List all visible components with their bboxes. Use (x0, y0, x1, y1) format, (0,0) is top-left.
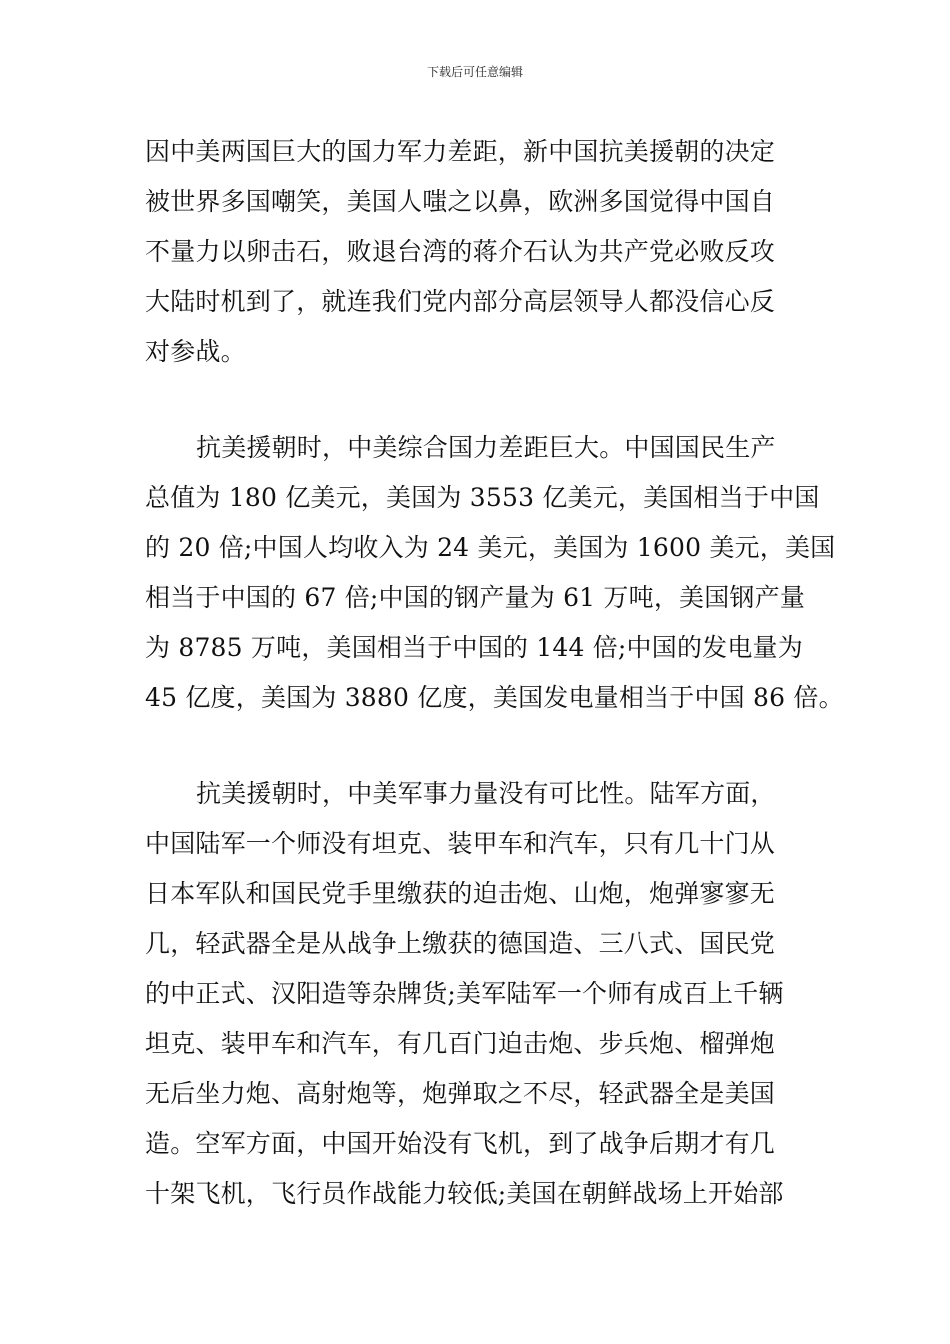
paragraph-line: 被世界多国嘲笑，美国人嗤之以鼻，欧洲多国觉得中国自 (145, 187, 776, 216)
paragraph-line: 抗美援朝时，中美综合国力差距巨大。中国国民生产 (196, 433, 776, 462)
paragraph-line: 造。空军方面，中国开始没有飞机，到了战争后期才有几 (145, 1129, 776, 1158)
paragraph-line: 的中正式、汉阳造等杂牌货;美军陆军一个师有成百上千辆 (145, 979, 784, 1008)
paragraph-line: 为 8785 万吨，美国相当于中国的 144 倍;中国的发电量为 (145, 633, 803, 662)
paragraph-line: 不量力以卵击石，败退台湾的蒋介石认为共产党必败反攻 (145, 237, 776, 266)
paragraph-line: 中国陆军一个师没有坦克、装甲车和汽车，只有几十门从 (145, 829, 776, 858)
paragraph-line: 几，轻武器全是从战争上缴获的德国造、三八式、国民党 (145, 929, 776, 958)
paragraph-line: 日本军队和国民党手里缴获的迫击炮、山炮，炮弹寥寥无 (145, 879, 776, 908)
paragraph-line: 大陆时机到了，就连我们党内部分高层领导人都没信心反 (145, 287, 776, 316)
paragraph-line: 抗美援朝时，中美军事力量没有可比性。陆军方面， (196, 779, 776, 808)
paragraph-line: 相当于中国的 67 倍;中国的钢产量为 61 万吨，美国钢产量 (145, 583, 806, 612)
paragraph-line: 45 亿度，美国为 3880 亿度，美国发电量相当于中国 86 倍。 (145, 683, 844, 712)
paragraph-line: 因中美两国巨大的国力军力差距，新中国抗美援朝的决定 (145, 137, 776, 166)
paragraph-line: 坦克、装甲车和汽车，有几百门迫击炮、步兵炮、榴弹炮 (145, 1029, 776, 1058)
paragraph-line: 对参战。 (145, 337, 246, 366)
paragraph-line: 十架飞机，飞行员作战能力较低;美国在朝鲜战场上开始部 (145, 1179, 784, 1208)
paragraph-line: 的 20 倍;中国人均收入为 24 美元，美国为 1600 美元，美国 (145, 533, 836, 562)
paragraph-line: 无后坐力炮、高射炮等，炮弹取之不尽，轻武器全是美国 (145, 1079, 776, 1108)
paragraph-line: 总值为 180 亿美元，美国为 3553 亿美元，美国相当于中国 (145, 483, 820, 512)
page-header: 下载后可任意编辑 (426, 65, 523, 79)
